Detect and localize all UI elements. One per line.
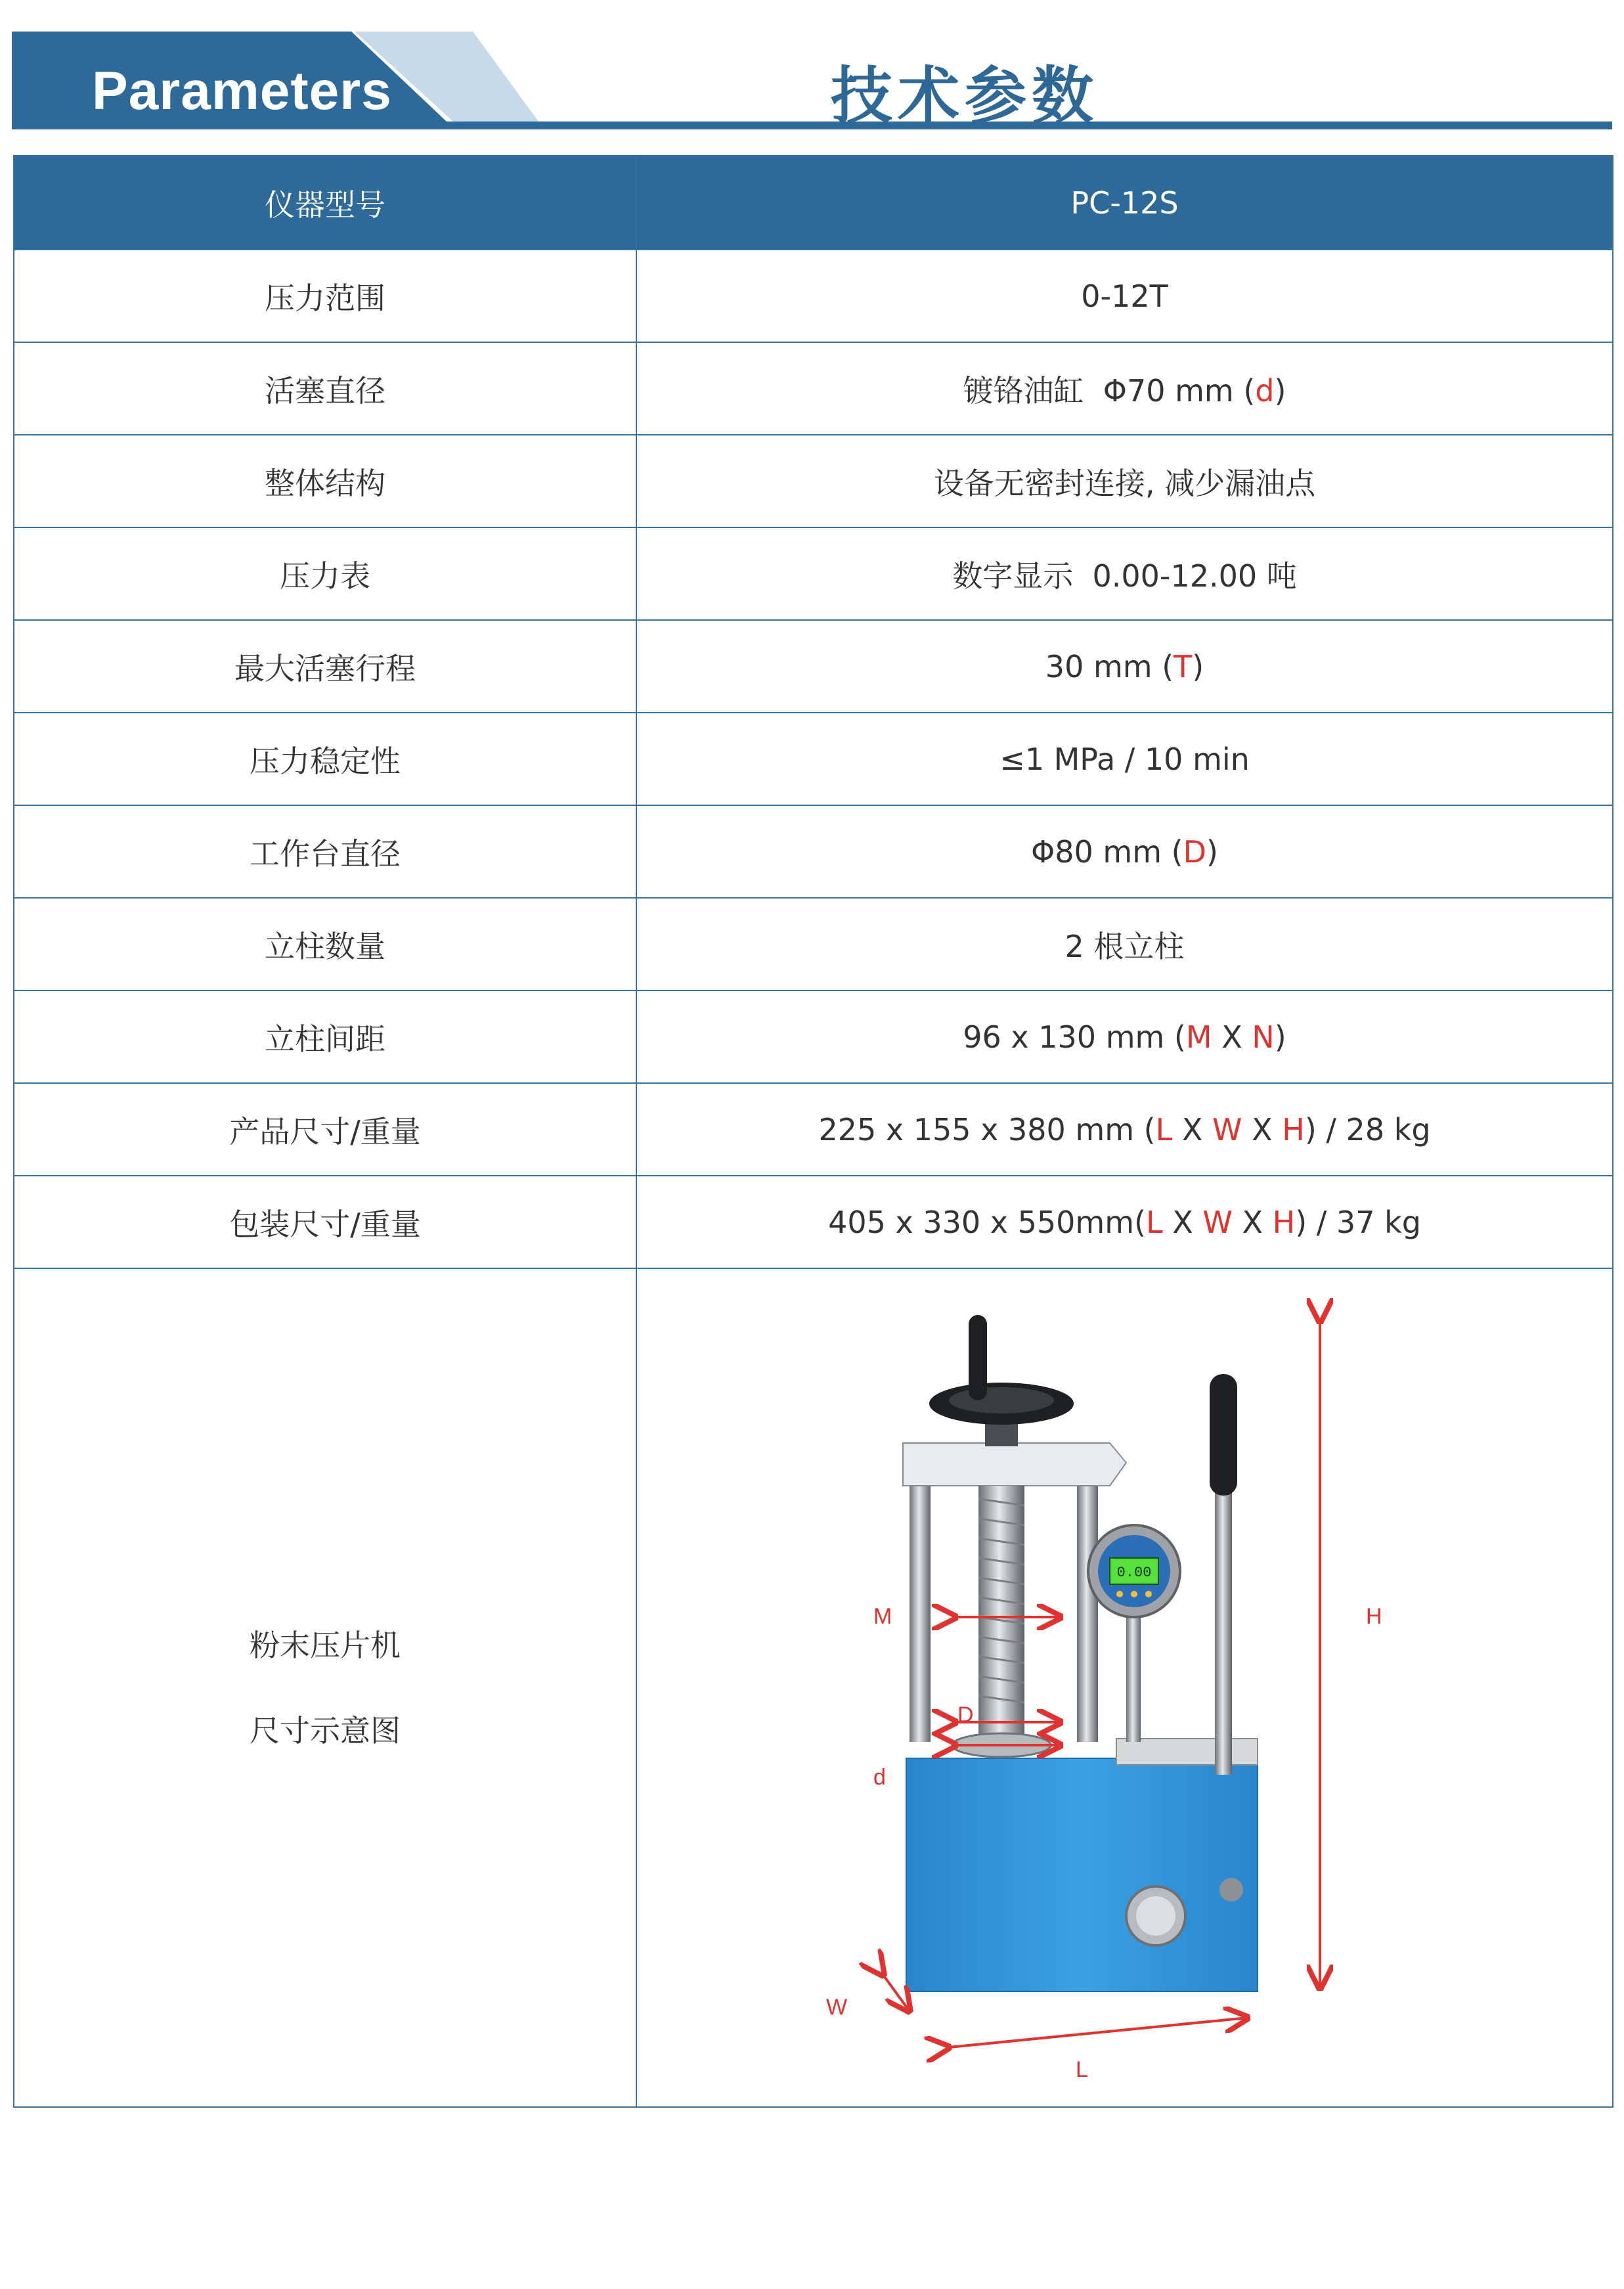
row-value: 2 根立柱 [636,898,1613,990]
row-value [636,342,1613,435]
table-row [14,1176,1613,1268]
machine-base [906,1758,1258,1991]
row-value: 0-12T [636,250,1613,342]
row-label: 压力稳定性 [14,713,636,805]
dimension-code: L [1155,1111,1173,1147]
row-value: ≤1 MPa / 10 min [636,713,1613,805]
row-label: 压力范围 [14,250,636,342]
column-left [910,1479,931,1742]
dimension-code: D [1183,833,1207,870]
value-text: 225 x 155 x 380 mm ( [818,1111,1156,1147]
value-text: X [1232,1204,1273,1240]
row-label: 最大活塞行程 [14,620,636,713]
dimension-code: W [1212,1111,1242,1147]
value-text: ) / 28 kg [1304,1111,1431,1147]
dimension-code: d [1255,372,1275,409]
dimension-code: T [1174,648,1193,684]
press-dimension-diagram [637,1269,1613,2106]
value-text: 镀铬油缸 Φ70 mm ( [963,372,1256,409]
table-row [14,898,1613,990]
row-value [636,620,1613,713]
value-text: ) [1274,372,1286,409]
value-text: 96 x 130 mm ( [963,1019,1186,1055]
table-row [14,527,1613,620]
diagram-image-cell [636,1268,1613,2107]
dimension-code: H [1282,1111,1305,1147]
value-text: ) / 37 kg [1295,1204,1421,1240]
dimension-code: N [1252,1019,1275,1055]
row-label: 活塞直径 [14,342,636,435]
dimension-label-h: H [1366,1604,1382,1629]
table-row [14,990,1613,1083]
diagram-label-line1: 粉末压片机 [250,1627,401,1663]
top-crossbeam [903,1443,1126,1486]
table-row [14,805,1613,898]
table-row [14,1083,1613,1176]
row-value [636,1176,1613,1268]
row-label: 产品尺寸/重量 [14,1083,636,1176]
value-text: 405 x 330 x 550mm( [828,1204,1146,1240]
header-title-en: Parameters [92,61,392,121]
value-text: Φ80 mm ( [1031,833,1183,870]
diagram-label-cell [14,1268,636,2107]
page-header [0,0,1624,135]
table-row [14,620,1613,713]
value-text: X [1212,1019,1252,1055]
dimension-code: L [1145,1204,1163,1240]
diagram-label-line2: 尺寸示意图 [250,1712,401,1748]
table-row [14,250,1613,342]
row-value [636,990,1613,1083]
table-row [14,713,1613,805]
row-value [636,805,1613,898]
dimension-label-l: L [1076,2057,1088,2082]
value-text: X [1162,1204,1203,1240]
value-text: X [1242,1111,1283,1147]
table-header-row [14,156,1613,250]
row-label: 工作台直径 [14,805,636,898]
row-label: 包装尺寸/重量 [14,1176,636,1268]
row-value: 数字显示 0.00-12.00 吨 [636,527,1613,620]
handwheel-grip [969,1315,987,1400]
value-text: ) [1274,1019,1286,1055]
dimension-label-small-d: d [873,1765,886,1790]
column-right [1077,1479,1098,1742]
header-title-cn: 技术参数 [831,60,1099,132]
row-label: 立柱间距 [14,990,636,1083]
model-value: PC-12S [636,156,1613,250]
dimension-code: H [1272,1204,1296,1240]
table-row [14,435,1613,527]
value-text: 30 mm ( [1045,648,1174,684]
table-row [14,342,1613,435]
row-label: 整体结构 [14,435,636,527]
value-text: ) [1192,648,1204,684]
dimension-label-w: W [826,1995,848,2020]
dimension-code: M [1185,1019,1212,1055]
value-text: X [1172,1111,1213,1147]
dimension-code: W [1202,1204,1233,1240]
row-label: 立柱数量 [14,898,636,990]
spec-table [13,155,1613,2108]
diagram-row [14,1268,1613,2107]
press-machine-illustration [637,1269,1613,2106]
gauge-reading: 0.00 [1116,1565,1152,1581]
model-label: 仪器型号 [14,156,636,250]
pump-lever-grip [1210,1374,1237,1496]
value-text: ) [1206,833,1218,870]
row-value [636,1083,1613,1176]
dimension-label-m: M [873,1604,892,1629]
row-label: 压力表 [14,527,636,620]
dimension-label-big-d: D [957,1702,974,1727]
row-value: 设备无密封连接, 减少漏油点 [636,435,1613,527]
